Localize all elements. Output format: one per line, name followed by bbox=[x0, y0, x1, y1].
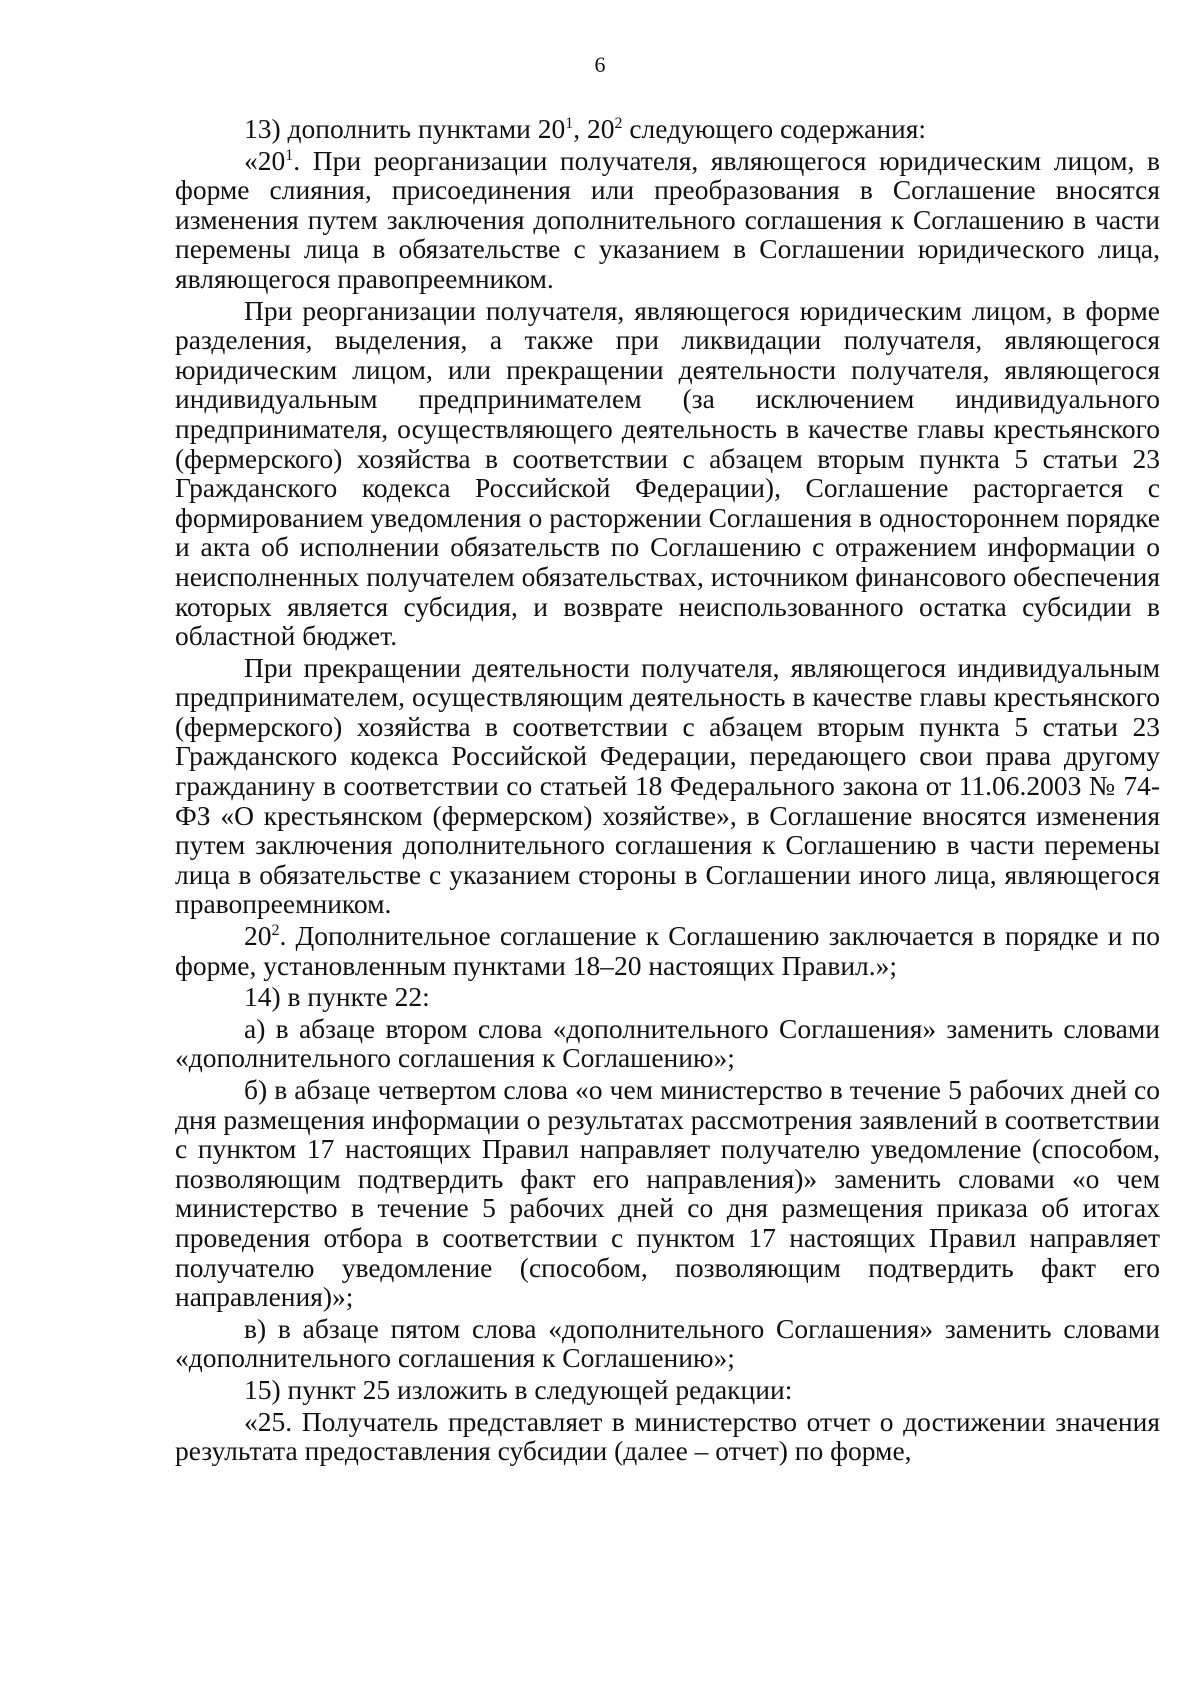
paragraph-text: 13) дополнить пунктами 20 bbox=[244, 113, 566, 144]
superscript: 1 bbox=[565, 114, 574, 132]
paragraph-text: а) в абзаце втором слова «дополнительного Соглашения» заменить словами «дополнительного соглашения к Соглашению»; bbox=[175, 1012, 1160, 1074]
paragraph-text: При реорганизации получателя, являющегося юридическим лицом, в форме разделения, выделения, а также при ликвидации получателя, являющегося юридическим лицом, или прекращении деятельности получателя, являющегося индивидуальным предпринимателем (за исключением индивидуального предпринимателя, осуществляющего деятельность в качестве главы крестьянского (фермерского) хозяйства в соответствии с абзацем вторым пункта 5 статьи 23 Гражданского кодекса Российской Федерации), Соглашение расторгается с формированием уведомления о расторжении Соглашения в одностороннем порядке и акта об исполнении обязательств по Соглашению с отражением информации о неисполненных получателем обязательствах, источником финансового обеспечения которых является субсидия, и возврате неиспользованного остатка субсидии в областной бюджет. bbox=[175, 294, 1160, 652]
paragraph-text: При прекращении деятельности получателя, являющегося индивидуальным предпринимателем, осуществляющим деятельность в качестве главы крестьянского (фермерского) хозяйства в соответствии с абзацем вторым пункта 5 статьи 23 Гражданского кодекса Российской Федерации, передающего свои права другому гражданину в соответствии со статьей 18 Федерального закона от 11.06.2003 № 74-ФЗ «О крестьянском (фермерском) хозяйстве», в Соглашение вносятся изменения путем заключения дополнительного соглашения к Соглашению в части перемены лица в обязательстве с указанием стороны в Соглашении иного лица, являющегося правопреемником. bbox=[175, 651, 1160, 920]
page-number: 6 bbox=[594, 52, 606, 77]
paragraph-text: . Дополнительное соглашение к Соглашению заключается в порядке и по форме, установленным пунктами 18–20 настоящих Правил.»; bbox=[175, 920, 1160, 981]
paragraph bbox=[175, 982, 1160, 1012]
document-body bbox=[175, 114, 1160, 1468]
paragraph bbox=[175, 1075, 1160, 1312]
paragraph bbox=[175, 921, 1160, 980]
paragraph-text: 20 bbox=[244, 920, 272, 952]
paragraph-text: в) в абзаце пятом слова «дополнительного Соглашения» заменить словами «дополнительного соглашения к Соглашению»; bbox=[175, 1312, 1160, 1374]
paragraph-text: «20 bbox=[244, 144, 286, 176]
superscript: 2 bbox=[271, 921, 280, 939]
paragraph-text: б) в абзаце четвертом слова «о чем министерство в течение 5 рабочих дней со дня размещения информации о результатах рассмотрения заявлений в соответствии с пунктом 17 настоящих Правил направляет получателю уведомление (способом, позволяющим подтвердить факт его направления)» заменить словами «о чем министерство в течение 5 рабочих дней со дня размещения приказа об итогах проведения отбора в соответствии с пунктом 17 настоящих Правил направляет получателю уведомление (способом, позволяющим подтвердить факт его направления)»; bbox=[175, 1074, 1160, 1313]
paragraph bbox=[175, 1014, 1160, 1073]
paragraph bbox=[175, 1407, 1160, 1466]
paragraph bbox=[175, 146, 1160, 294]
paragraph bbox=[175, 1375, 1160, 1405]
paragraph bbox=[175, 1314, 1160, 1373]
paragraph-text: 14) в пункте 22: bbox=[244, 981, 430, 1013]
superscript: 1 bbox=[285, 146, 294, 164]
paragraph-text: . При реорганизации получателя, являющегося юридическим лицом, в форме слияния, присоединения или преобразования в Соглашение вносятся изменения путем заключения дополнительного соглашения к Соглашению в части перемены лица в обязательстве с указанием в Соглашении юридического лица, являющегося правопреемником. bbox=[175, 144, 1160, 294]
paragraph bbox=[175, 296, 1160, 651]
paragraph-text: «25. Получатель представляет в министерство отчет о достижении значения результата предоставления субсидии (далее – отчет) по форме, bbox=[175, 1405, 1160, 1467]
paragraph bbox=[175, 114, 1160, 144]
superscript: 2 bbox=[614, 114, 623, 132]
paragraph-text: следующего содержания: bbox=[622, 113, 927, 144]
paragraph-text: , 20 bbox=[573, 113, 615, 144]
paragraph-text: 15) пункт 25 изложить в следующей редакции: bbox=[244, 1373, 793, 1405]
paragraph bbox=[175, 653, 1160, 919]
